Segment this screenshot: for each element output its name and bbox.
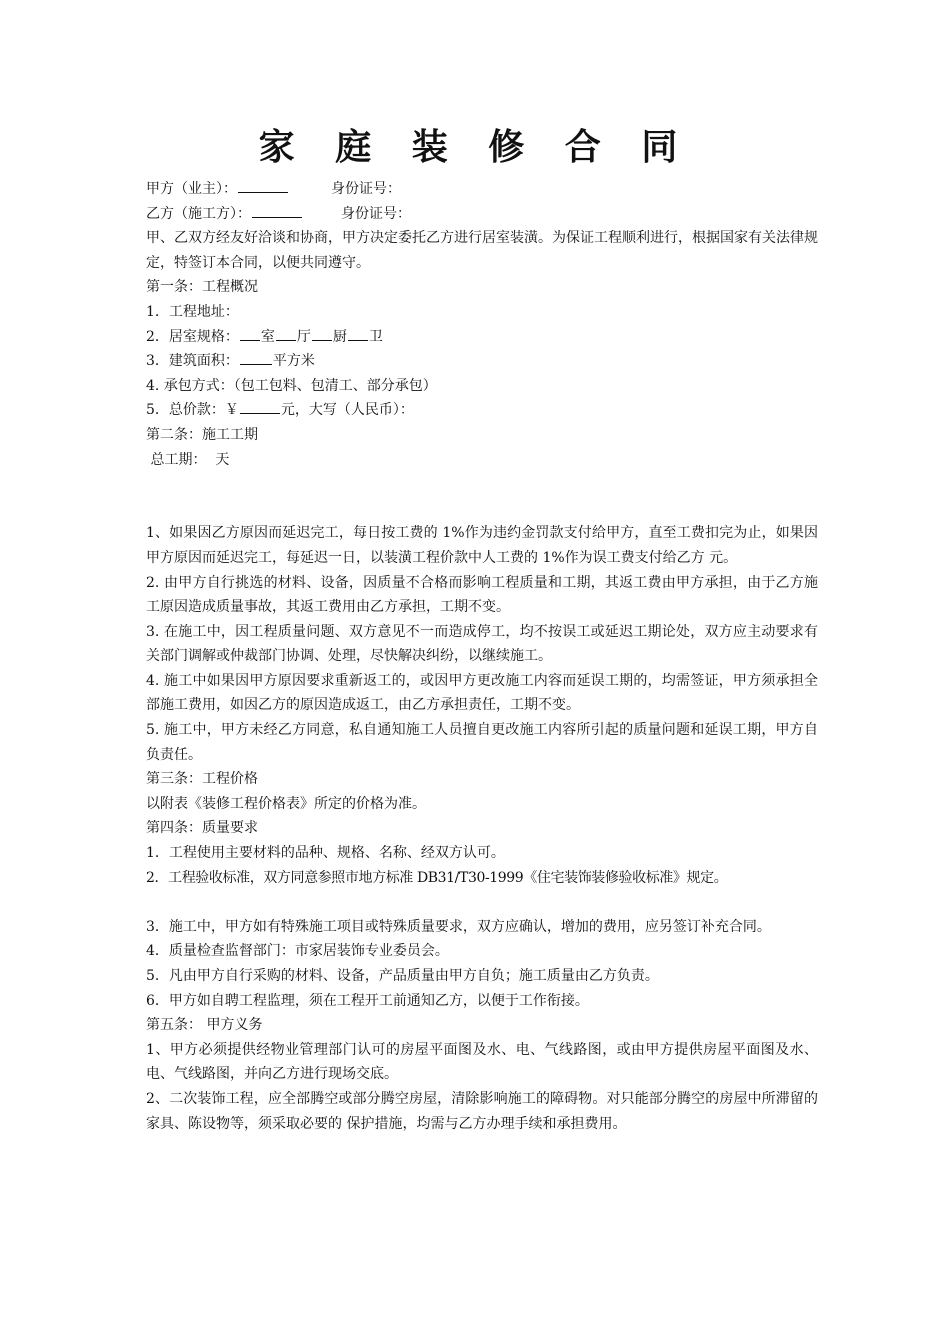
party-a-line (146, 177, 818, 202)
article-1-heading: 第一条：工程概况 (146, 279, 258, 296)
room-spec-label: 2．居室规格： (146, 328, 239, 345)
article-1-item-2 (146, 325, 818, 350)
article-4-para-1: 1．工程使用主要材料的品种、规格、名称、经双方认可。 (146, 845, 505, 862)
kitchen-unit: 厨 (332, 328, 347, 345)
total-price-blank (240, 398, 280, 414)
article-4-para-4: 4．质量检查监督部门：市家居装饰专业委员会。 (146, 943, 449, 960)
end-date-line (146, 497, 818, 522)
article-4-para-5: 5．凡由甲方自行采购的材料、设备，产品质量由甲方自负；施工质量由乙方负责。 (146, 968, 659, 984)
party-a-id-label: 身份证号： (331, 181, 401, 197)
area-unit: 平方米 (272, 353, 315, 370)
article-2-para-2: 2. 由甲方自行挑选的材料、设备，因质量不合格而影响工程质量和工期，其返工费由甲方承担，由于乙方施工原因造成质量事故，其返工费用由乙方承担，工期不变。 (146, 574, 818, 616)
article-4-para-2: 2．工程验收标准，双方同意参照市地方标准 DB31/T30-1999《住宅装饰装修验收标准》规定。 (146, 869, 728, 886)
hall-blank (276, 325, 296, 341)
room-unit: 室 (260, 328, 275, 345)
party-b-name-blank (252, 202, 302, 218)
article-3-para-1: 以附表《装修工程价格表》所定的价格为准。 (146, 795, 426, 812)
article-4-para-3: 3．施工中，甲方如有特殊施工项目或特殊质量要求，双方应确认，增加的费用，应另签订补充合同。 (146, 918, 771, 935)
article-1-item-3 (146, 349, 818, 374)
party-b-label: 乙方（施工方）： (146, 205, 251, 222)
intro-paragraph: 甲、乙双方经友好洽谈和协商，甲方决定委托乙方进行居室装潢。为保证工程顺利进行，根据国家有关法律规定，特签订本合同，以便共同遵守。 (146, 230, 818, 271)
area-label: 3．建筑面积： (146, 353, 239, 370)
hall-unit: 厅 (296, 328, 311, 345)
article-3-heading: 第三条：工程价格 (146, 771, 258, 788)
article-5-para-2: 2、二次装饰工程，应全部腾空或部分腾空房屋，清除影响施工的障碍物。对只能部分腾空的房屋中所滞留的家具、陈设物等，须采取必要的 保护措施，均需与乙方办理手续和承担费用。 (146, 1090, 818, 1132)
article-2-heading: 第二条：施工工期 (146, 426, 258, 443)
article-5-para-1: 1、甲方必须提供经物业管理部门认可的房屋平面图及水、电、气线路图，或由甲方提供房屋平面图及水、电、气线路图，并向乙方进行现场交底。 (146, 1041, 818, 1083)
article-1-item-1: 1．工程地址： (146, 303, 239, 320)
article-4-heading: 第四条：质量要求 (146, 820, 258, 837)
bath-blank (348, 325, 368, 341)
article-5-heading: 第五条： 甲方义务 (146, 1017, 263, 1034)
article-1-item-5 (146, 398, 818, 423)
document-title: 家 庭 装 修 合 同 (258, 127, 692, 168)
total-duration: 总工期： 天 (146, 451, 230, 468)
start-date-line (146, 472, 818, 497)
total-price-label: 5．总价款：￥ (146, 402, 239, 419)
article-4-para-6: 6．甲方如自聘工程监理，须在工程开工前通知乙方，以便于工作衔接。 (146, 992, 589, 1009)
party-a-label: 甲方（业主）： (146, 181, 237, 197)
article-2-para-5: 5. 施工中，甲方未经乙方同意，私自通知施工人员擅自更改施工内容所引起的质量问题和延误工期，甲方自负责任。 (146, 722, 818, 763)
blank-line (146, 890, 818, 915)
kitchen-blank (312, 325, 332, 341)
article-2-para-1: 1、如果因乙方原因而延迟完工，每日按工费的 1%作为违约金罚款支付给甲方，直至工费扣完为止，如果因甲方原因而延迟完工，每延迟一日，以装潢工程价款中人工费的 1%作为误工费支付给乙方 元。 (146, 525, 818, 566)
area-blank (240, 349, 272, 365)
total-price-suffix: 元，大写（人民币）： (280, 402, 414, 419)
party-a-name-blank (238, 177, 288, 193)
article-1-item-4: 4. 承包方式：（包工包料、包清工、部分承包） (146, 377, 437, 394)
article-2-para-3: 3. 在施工中，因工程质量问题、双方意见不一而造成停工，均不按误工或延迟工期论处，双方应主动要求有关部门调解或仲裁部门协调、处理，尽快解决纠纷，以继续施工。 (146, 623, 818, 665)
article-2-para-4: 4. 施工中如果因甲方原因要求重新返工的，或因甲方更改施工内容而延误工期的，均需签证，甲方须承担全部施工费用，如因乙方的原因造成返工，由乙方承担责任，工期不变。 (146, 672, 818, 714)
party-b-line (146, 202, 818, 227)
room-blank (240, 325, 260, 341)
contract-body (146, 177, 818, 1136)
bath-unit: 卫 (368, 328, 383, 345)
party-b-id-label: 身份证号： (341, 205, 411, 222)
